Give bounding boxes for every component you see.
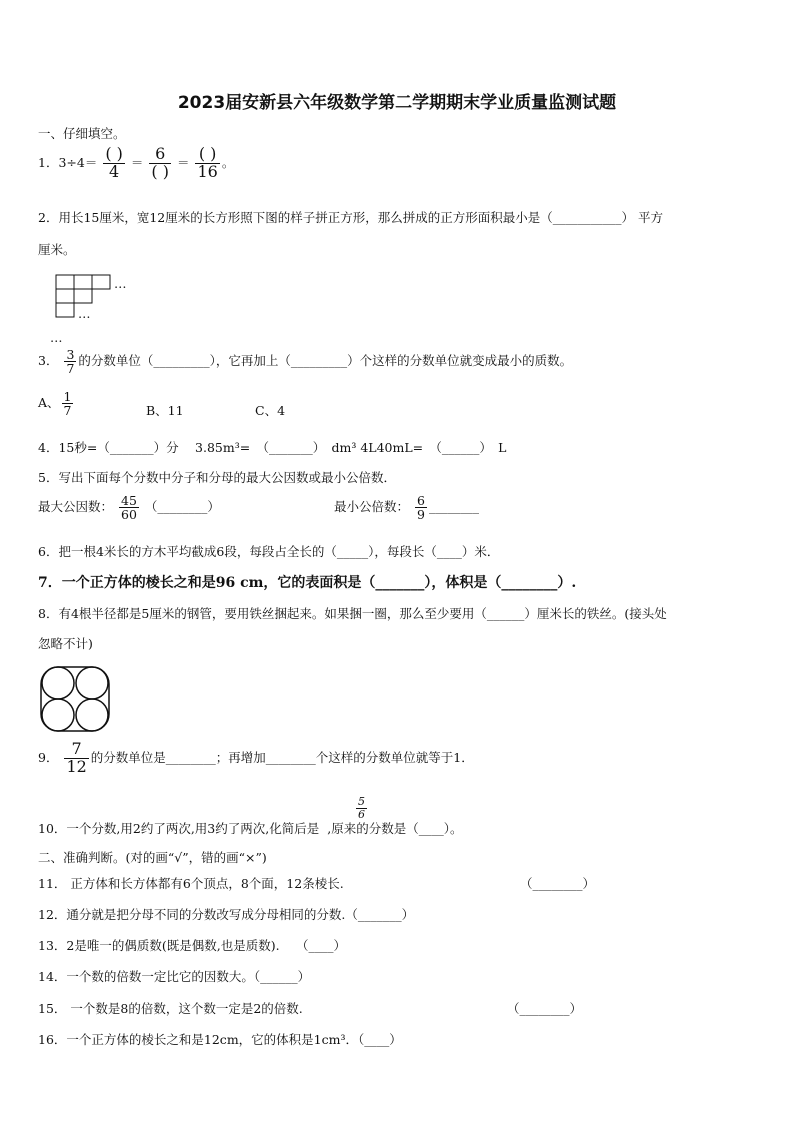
- q3-option-a-fraction: $\frac{1}{7}$: [63, 389, 72, 419]
- question-12: 12．通分就是把分母不同的分数改写成分母相同的分数.（_______）: [38, 907, 415, 922]
- q3-fraction: $\frac{3}{7}$: [66, 347, 75, 377]
- q5-lcm-blank: ________: [428, 499, 479, 515]
- q5-lcm-fraction: $\frac{6}{9}$: [417, 493, 425, 523]
- q9-text: 的分数单位是________；再增加________个这样的分数单位就等于1．: [90, 749, 474, 765]
- question-10-text: [38, 819, 462, 837]
- page-title: 2023届安新县六年级数学第二学期期末学业质量监测试题: [177, 93, 617, 113]
- q5-gcd: [38, 494, 220, 521]
- q1-end: 。: [221, 154, 235, 170]
- q3-number: 3．: [38, 353, 59, 369]
- q3-option-a: A、 $\frac{1}{7}$: [38, 389, 72, 419]
- q5-lcm: [334, 494, 479, 521]
- question-16: 16．一个正方体的棱长之和是12cm，它的体积是1cm³．（____）: [38, 1032, 402, 1047]
- q2-dots-right: …: [114, 276, 127, 291]
- question-11: 11． 正方体和长方体都有6个顶点，8个面，12条棱长.: [38, 876, 344, 891]
- section-1-heading: 一、仔细填空。: [38, 126, 126, 141]
- q10-text-2: ,原来的分数是（____）。: [327, 821, 463, 836]
- q1-equals-2: ＝: [176, 154, 190, 170]
- question-2-line-2: 厘米。: [38, 242, 76, 257]
- question-6: 6．把一根4米长的方木平均截成6段，每段占全长的（_____），每段长（____）米．: [38, 544, 500, 559]
- q1-fraction-3: $\frac{( )}{16}$: [197, 144, 218, 181]
- q15-blank: （________）: [507, 1001, 583, 1016]
- q2-dots-middle: …: [78, 306, 91, 321]
- question-3: [38, 348, 572, 375]
- q1-number: 1．: [38, 154, 59, 170]
- question-5: 5．写出下面每个分数中分子和分母的最大公因数或最小公倍数．: [38, 470, 396, 485]
- four-pipes-figure: [38, 664, 112, 734]
- q11-blank: （________）: [520, 876, 596, 891]
- question-7: 7．一个正方体的棱长之和是96 cm，它的表面积是（_______），体积是（________）.: [38, 575, 577, 591]
- question-14: 14．一个数的倍数一定比它的因数大。（______）: [38, 969, 311, 984]
- q3-option-c: C、4: [255, 403, 286, 418]
- question-2-line-1: 2．用长15厘米，宽12厘米的长方形照下图的样子拼正方形，那么拼成的正方形面积最小是（___________） 平方: [38, 210, 663, 225]
- q10-text-1: 10．一个分数,用2约了两次,用3约了两次,化简后是: [38, 821, 320, 836]
- q1-lhs: 3÷4＝: [58, 154, 98, 170]
- question-1: [38, 146, 234, 181]
- q1-fraction-1: $\frac{( )}{4}$: [105, 144, 123, 181]
- question-15: 15． 一个数是8的倍数，这个数一定是2的倍数.: [38, 1001, 303, 1016]
- q1-fraction-2: $\frac{6}{( )}$: [151, 144, 169, 181]
- q5-gcd-blank: （________）: [144, 499, 220, 515]
- q9-number: 9．: [38, 749, 59, 765]
- q3-option-b: B、11: [146, 403, 184, 418]
- question-4: 4．15秒=（_______）分 3.85m³= （_______） dm³ 4L40mL= （______） L: [38, 440, 507, 455]
- question-8-line-1: 8．有4根半径都是5厘米的钢管，要用铁丝捆起来。如果捆一圈，那么至少要用（______）厘米长的铁丝。(接头处: [38, 606, 667, 621]
- q1-equals-1: ＝: [130, 154, 144, 170]
- q3-text: 的分数单位（_________），它再加上（_________）个这样的分数单位就变成最小的质数。: [78, 353, 573, 369]
- q10-fraction: $\frac{5}{6}$: [358, 795, 365, 821]
- q5-gcd-fraction: $\frac{45}{60}$: [121, 493, 137, 523]
- question-9: [38, 741, 474, 776]
- question-13: 13．2是唯一的偶质数(既是偶数,也是质数). （____）: [38, 938, 347, 953]
- question-8-line-2: 忽略不计): [38, 636, 93, 651]
- q5-lcm-label: 最小公倍数：: [334, 499, 410, 515]
- q5-gcd-label: 最大公因数：: [38, 499, 114, 515]
- q9-fraction: $\frac{7}{12}$: [66, 739, 87, 776]
- section-2-heading: 二、准确判断。(对的画“√”，错的画“×”): [38, 850, 267, 865]
- q2-dots-bottom: …: [50, 330, 63, 345]
